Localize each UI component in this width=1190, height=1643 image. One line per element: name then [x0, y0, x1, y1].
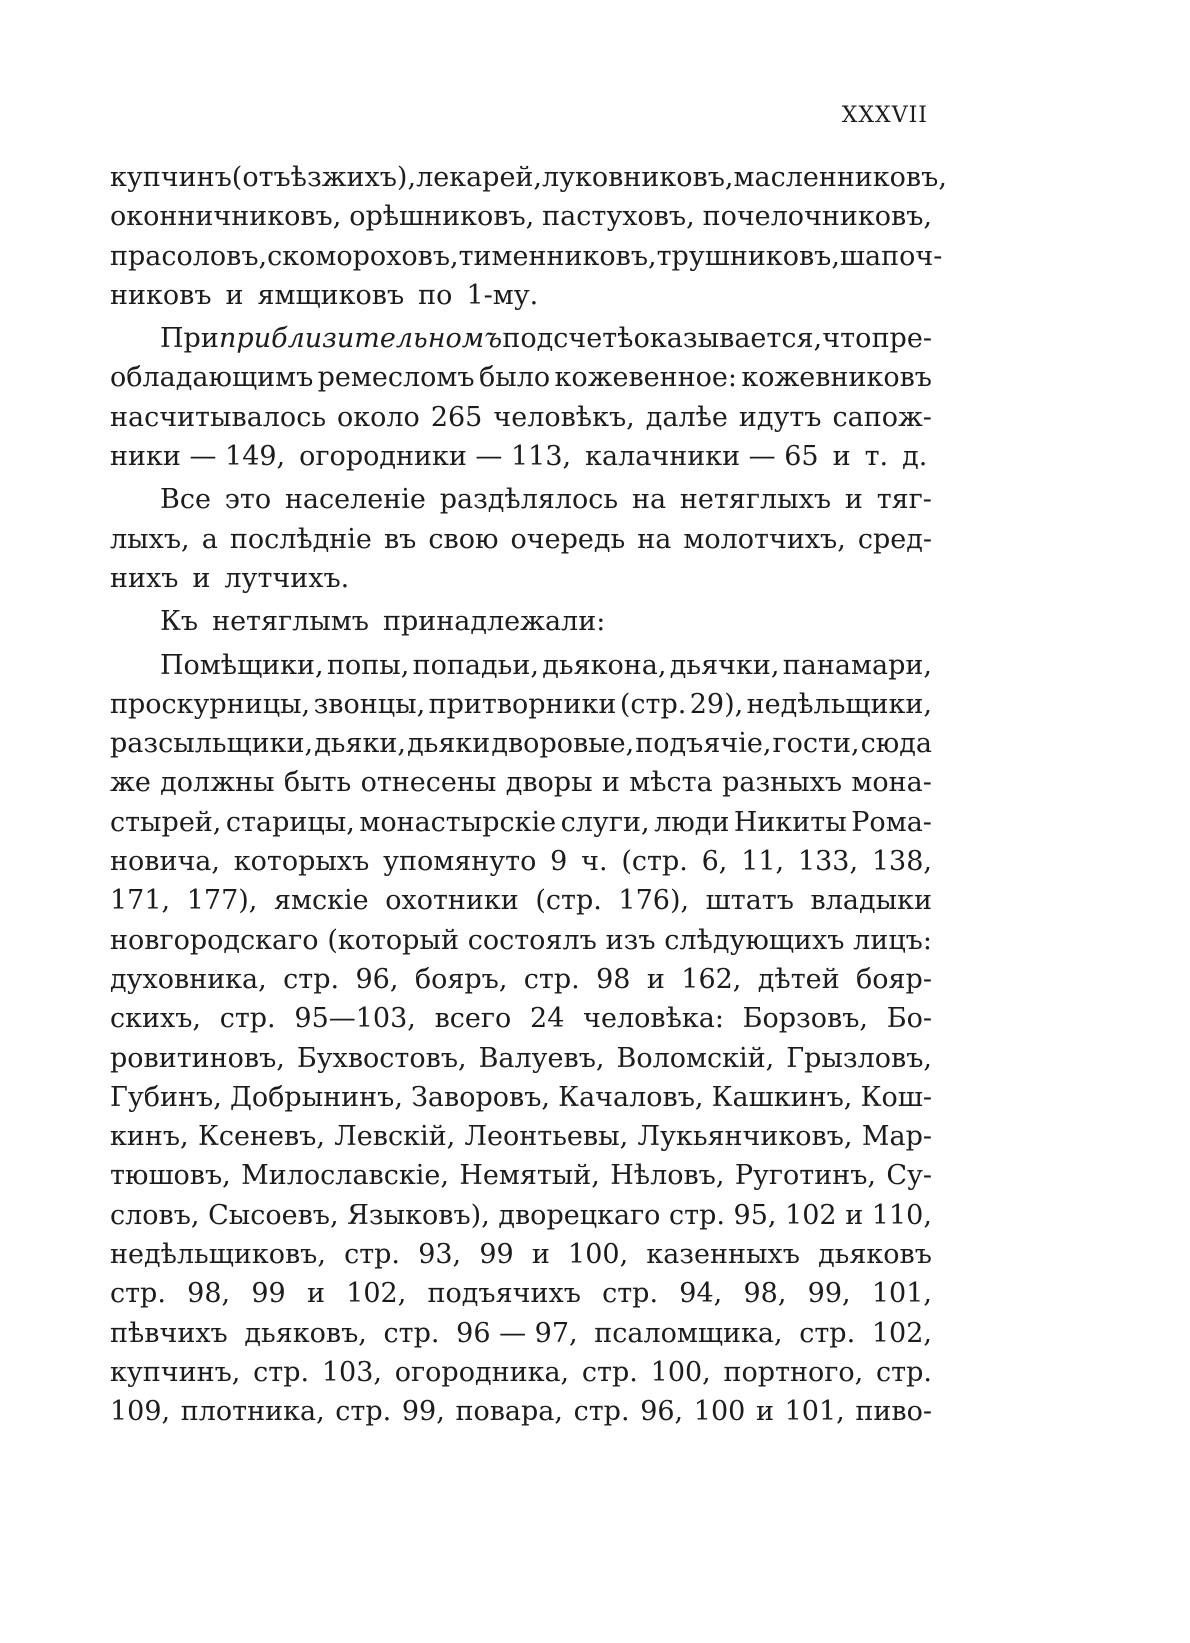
word: прасоловъ,	[110, 240, 268, 272]
word: нетяглыхъ	[679, 484, 832, 516]
word: стр.	[581, 1356, 638, 1388]
word: тименниковъ,	[458, 240, 657, 272]
word: подсчетѣ	[502, 323, 634, 355]
word: Сысоевъ,	[208, 1199, 339, 1231]
word: 95,	[733, 1199, 777, 1231]
word: мѣста	[629, 767, 713, 799]
paragraph	[110, 602, 932, 641]
word: всего	[434, 1003, 512, 1035]
word: стр.	[383, 1317, 440, 1349]
body-text	[110, 158, 947, 1432]
word: изъ	[605, 924, 656, 956]
word: пастуховъ,	[542, 201, 695, 233]
word: молотчихъ,	[683, 523, 846, 555]
text-line	[110, 1039, 932, 1078]
word: и	[531, 1239, 550, 1271]
word: дьяковъ	[818, 1239, 932, 1271]
word: свою	[428, 523, 499, 555]
word: 98,	[187, 1278, 231, 1310]
word: ровитиновъ,	[110, 1042, 285, 1074]
word: 99,	[401, 1396, 445, 1428]
word: кинъ,	[110, 1121, 189, 1153]
word: старицы,	[225, 806, 355, 838]
text-line	[110, 921, 932, 960]
text-line	[110, 559, 932, 598]
word: и	[845, 1199, 864, 1231]
word: лицъ:	[853, 924, 932, 956]
word: 177),	[186, 885, 258, 917]
text-line	[110, 602, 932, 641]
word: 99	[479, 1239, 514, 1271]
word: монастырскіе	[359, 806, 557, 838]
word: ямщиковъ	[257, 279, 405, 311]
word: ч.	[581, 846, 608, 878]
word: сапож-	[832, 401, 932, 433]
word: человѣка:	[583, 1003, 724, 1035]
word: Милославскіе,	[241, 1160, 449, 1192]
word: дьякона,	[542, 649, 667, 681]
word: и	[192, 562, 211, 594]
paragraph	[110, 158, 947, 315]
word: дьяки	[407, 728, 491, 760]
word: 102,	[346, 1278, 407, 1310]
word: стр.	[253, 1356, 310, 1388]
word: звонцы,	[313, 688, 426, 720]
word: стр.	[523, 963, 580, 995]
paragraph	[110, 480, 932, 598]
word: насчитывалось	[110, 401, 327, 433]
word: портного,	[723, 1356, 864, 1388]
word: купчинъ	[110, 162, 232, 193]
word: и	[755, 1396, 774, 1428]
word: попадьи,	[412, 649, 539, 681]
text-line	[110, 685, 932, 724]
text-line	[110, 1235, 932, 1274]
word: пиво-	[855, 1396, 932, 1428]
word: Никиты	[733, 806, 847, 838]
word: недѣльщиковъ,	[110, 1239, 326, 1271]
word: Су-	[886, 1160, 932, 1192]
word: 96 — 97,	[456, 1317, 578, 1349]
text-line	[110, 1078, 932, 1117]
word: по	[418, 279, 453, 311]
word: мона-	[851, 767, 932, 799]
text-line	[110, 1353, 932, 1392]
word: Помѣщики,	[160, 649, 324, 681]
word: и	[646, 963, 665, 995]
word: 93,	[418, 1239, 462, 1271]
word: масленниковъ,	[733, 162, 947, 193]
text-line	[110, 237, 943, 276]
word: ремесломъ	[317, 362, 475, 394]
word: 99	[251, 1278, 286, 1310]
word: словъ,	[110, 1199, 200, 1231]
word: огородника,	[394, 1356, 570, 1388]
word: около	[337, 401, 420, 433]
word: 98,	[743, 1278, 787, 1310]
word: скихъ,	[110, 1003, 201, 1035]
word: Языковъ),	[347, 1199, 490, 1231]
text-line	[110, 646, 932, 685]
word: 99,	[807, 1278, 851, 1310]
word: ямскіе	[273, 885, 369, 917]
word: Ксеневъ,	[197, 1121, 325, 1153]
word: Леонтьевы,	[464, 1121, 629, 1153]
word: Губинъ,	[110, 1081, 222, 1113]
word: шапоч-	[839, 240, 943, 272]
word: Мар-	[861, 1121, 932, 1153]
word: Къ	[160, 606, 199, 638]
word: Добрынинъ,	[229, 1081, 403, 1113]
word: Нѣловъ,	[610, 1160, 725, 1192]
word: 138,	[871, 846, 932, 878]
word: охотники	[385, 885, 519, 917]
word: 102,	[871, 1317, 932, 1349]
text-line	[110, 197, 932, 236]
word: 95—103,	[294, 1003, 416, 1035]
word: (стр.	[621, 846, 688, 878]
word: слуги,	[560, 806, 650, 838]
word: кожевенное:	[554, 362, 737, 394]
word: 100,	[650, 1356, 711, 1388]
word: 11,	[741, 846, 785, 878]
word: оказывается,	[633, 323, 823, 355]
word: 101,	[871, 1278, 932, 1310]
word: упомянуто	[383, 846, 537, 878]
word: и	[601, 767, 620, 799]
text-line	[110, 480, 932, 519]
word: дворы	[505, 767, 593, 799]
word: а	[201, 523, 218, 555]
word: калачники — 65	[585, 441, 819, 473]
word: При	[160, 323, 219, 355]
word: 9	[550, 846, 568, 878]
word: ники — 149,	[110, 441, 286, 473]
word: дьяковъ,	[244, 1317, 367, 1349]
text-line	[110, 398, 932, 437]
word: 24	[530, 1003, 565, 1035]
word: состоялъ	[467, 924, 597, 956]
word: 100,	[568, 1239, 629, 1271]
word: лекарей,	[416, 162, 543, 193]
word: трушниковъ,	[656, 240, 840, 272]
text-line	[110, 803, 932, 842]
word: разныхъ	[722, 767, 843, 799]
word: почелочниковъ,	[702, 201, 932, 233]
word: кожевниковъ	[741, 362, 932, 394]
word: никовъ	[110, 279, 212, 311]
word: разсыльщики,	[110, 728, 314, 760]
word: лыхъ,	[110, 523, 190, 555]
word: подъячіе,	[635, 728, 772, 760]
word: орѣшниковъ,	[349, 201, 535, 233]
word: (отъѣзжихъ),	[231, 162, 417, 193]
word: быть	[283, 767, 352, 799]
text-line	[110, 960, 932, 999]
word: Заворовъ,	[411, 1081, 550, 1113]
word: тяг-	[876, 484, 932, 516]
word: Бо-	[886, 1003, 932, 1035]
word: духовника,	[110, 963, 267, 995]
word: Валуевъ,	[478, 1042, 605, 1074]
word: должны	[160, 767, 275, 799]
word: Кашкинъ,	[711, 1081, 853, 1113]
text-line	[110, 319, 932, 358]
text-line	[110, 999, 932, 1038]
word: приблизительномъ	[219, 323, 503, 355]
word: далѣе	[645, 401, 728, 433]
text-line	[110, 881, 932, 920]
word: Все	[160, 484, 211, 516]
word: новгородскаго	[110, 924, 319, 956]
text-line	[110, 1314, 932, 1353]
word: псаломщика,	[594, 1317, 783, 1349]
word: сред-	[857, 523, 932, 555]
word: населеніе	[284, 484, 426, 516]
word: лутчихъ.	[224, 562, 350, 594]
word: недѣльщики,	[746, 688, 932, 720]
page-number: XXXVII	[841, 103, 928, 128]
word: 171,	[110, 885, 171, 917]
word: очередь	[510, 523, 626, 555]
word: же	[110, 767, 151, 799]
word: т.	[864, 441, 889, 473]
word: слѣдующихъ	[664, 924, 845, 956]
text-line	[110, 1196, 932, 1235]
word: 176),	[618, 885, 690, 917]
word: оконничниковъ,	[110, 201, 342, 233]
word: Левскій,	[334, 1121, 456, 1153]
word: притворники	[428, 688, 617, 720]
word: дворовые,	[491, 728, 635, 760]
text-line	[110, 520, 932, 559]
word: (стр.	[619, 688, 687, 720]
word: бояръ,	[414, 963, 508, 995]
word: что	[822, 323, 872, 355]
word: 101,	[784, 1396, 845, 1428]
word: стр.	[876, 1356, 932, 1388]
text-line	[110, 1392, 932, 1431]
word: гости,	[772, 728, 860, 760]
word: казенныхъ	[646, 1239, 800, 1271]
word: отнесены	[360, 767, 497, 799]
word: въ	[383, 523, 417, 555]
word: нихъ	[110, 562, 179, 594]
word: 109,	[110, 1396, 171, 1428]
word: пре-	[871, 323, 932, 355]
word: 162,	[681, 963, 742, 995]
word: (стр.	[535, 885, 602, 917]
word: 29),	[689, 688, 744, 720]
word: огородники — 113,	[299, 441, 572, 473]
word: д.	[902, 441, 928, 473]
word: стр.	[573, 1396, 630, 1428]
word: человѣкъ,	[493, 401, 635, 433]
word: Воломскій,	[616, 1042, 775, 1074]
word: повара,	[455, 1396, 563, 1428]
text-line	[110, 1117, 932, 1156]
word: попы,	[326, 649, 410, 681]
word: нетяглымъ	[212, 606, 369, 638]
word: 96,	[640, 1396, 684, 1428]
word: 98	[596, 963, 631, 995]
paragraph	[110, 646, 932, 1432]
word: панамари,	[782, 649, 932, 681]
word: стр.	[219, 1003, 276, 1035]
word: стр.	[335, 1396, 392, 1428]
word: стр.	[669, 1199, 725, 1231]
word: стр.	[344, 1239, 401, 1271]
word: 103,	[321, 1356, 382, 1388]
word: стр.	[110, 1278, 166, 1310]
word: подъячихъ	[427, 1278, 581, 1310]
word: стр.	[283, 963, 340, 995]
word: 6,	[701, 846, 728, 878]
word: идутъ	[738, 401, 822, 433]
word: скомороховъ,	[267, 240, 459, 272]
text-line	[110, 763, 932, 802]
word: бояр-	[856, 963, 932, 995]
word: и	[225, 279, 244, 311]
word: новича,	[110, 846, 220, 878]
word: тюшовъ,	[110, 1160, 231, 1192]
word: на	[631, 484, 667, 516]
word: пѣвчихъ	[110, 1317, 228, 1349]
word: обладающимъ	[110, 362, 314, 394]
word: Качаловъ,	[558, 1081, 704, 1113]
word: плотника,	[180, 1396, 325, 1428]
text-line	[110, 437, 932, 476]
paragraph	[110, 319, 932, 476]
word: стр.	[602, 1278, 659, 1310]
word: принадлежали:	[383, 606, 606, 638]
word: Грызловъ,	[786, 1042, 932, 1074]
word: Немятый,	[459, 1160, 600, 1192]
word: 133,	[797, 846, 859, 878]
word: дворецкаго	[498, 1199, 661, 1231]
text-line	[110, 158, 947, 197]
word: послѣдніе	[229, 523, 372, 555]
word: 94,	[679, 1278, 723, 1310]
word: 265	[430, 401, 483, 433]
word: Бухвостовъ,	[296, 1042, 467, 1074]
word: 110,	[871, 1199, 932, 1231]
word: дьяки,	[314, 728, 406, 760]
text-line	[110, 1156, 932, 1195]
word: 1-му.	[466, 279, 539, 311]
word: Рома-	[851, 806, 932, 838]
word: владыки	[810, 885, 932, 917]
text-line	[110, 1274, 932, 1313]
word: и	[306, 1278, 325, 1310]
word: Лукьянчиковъ,	[637, 1121, 853, 1153]
word: было	[478, 362, 551, 394]
word: дьячки,	[669, 649, 780, 681]
word: 102	[785, 1199, 837, 1231]
word: (который	[327, 924, 459, 956]
text-line	[110, 358, 932, 397]
word: Борзовъ,	[742, 1003, 868, 1035]
word: луковниковъ,	[542, 162, 734, 193]
text-line	[110, 276, 932, 315]
word: Руготинъ,	[734, 1160, 876, 1192]
word: и	[832, 441, 851, 473]
word: штатъ	[705, 885, 794, 917]
word: 96,	[355, 963, 399, 995]
text-line	[110, 724, 932, 763]
word: и	[844, 484, 863, 516]
text-line	[110, 842, 932, 881]
word: стр.	[799, 1317, 856, 1349]
word: это	[224, 484, 272, 516]
word: Кош-	[860, 1081, 932, 1113]
word: дѣтей	[757, 963, 840, 995]
word: купчинъ,	[110, 1356, 241, 1388]
word: люди	[654, 806, 730, 838]
word: которыхъ	[233, 846, 370, 878]
word: стырей,	[110, 806, 222, 838]
word: сюда	[860, 728, 932, 760]
word: раздѣлялось	[439, 484, 619, 516]
word: на	[637, 523, 672, 555]
word: 100	[693, 1396, 746, 1428]
word: проскурницы,	[110, 688, 311, 720]
